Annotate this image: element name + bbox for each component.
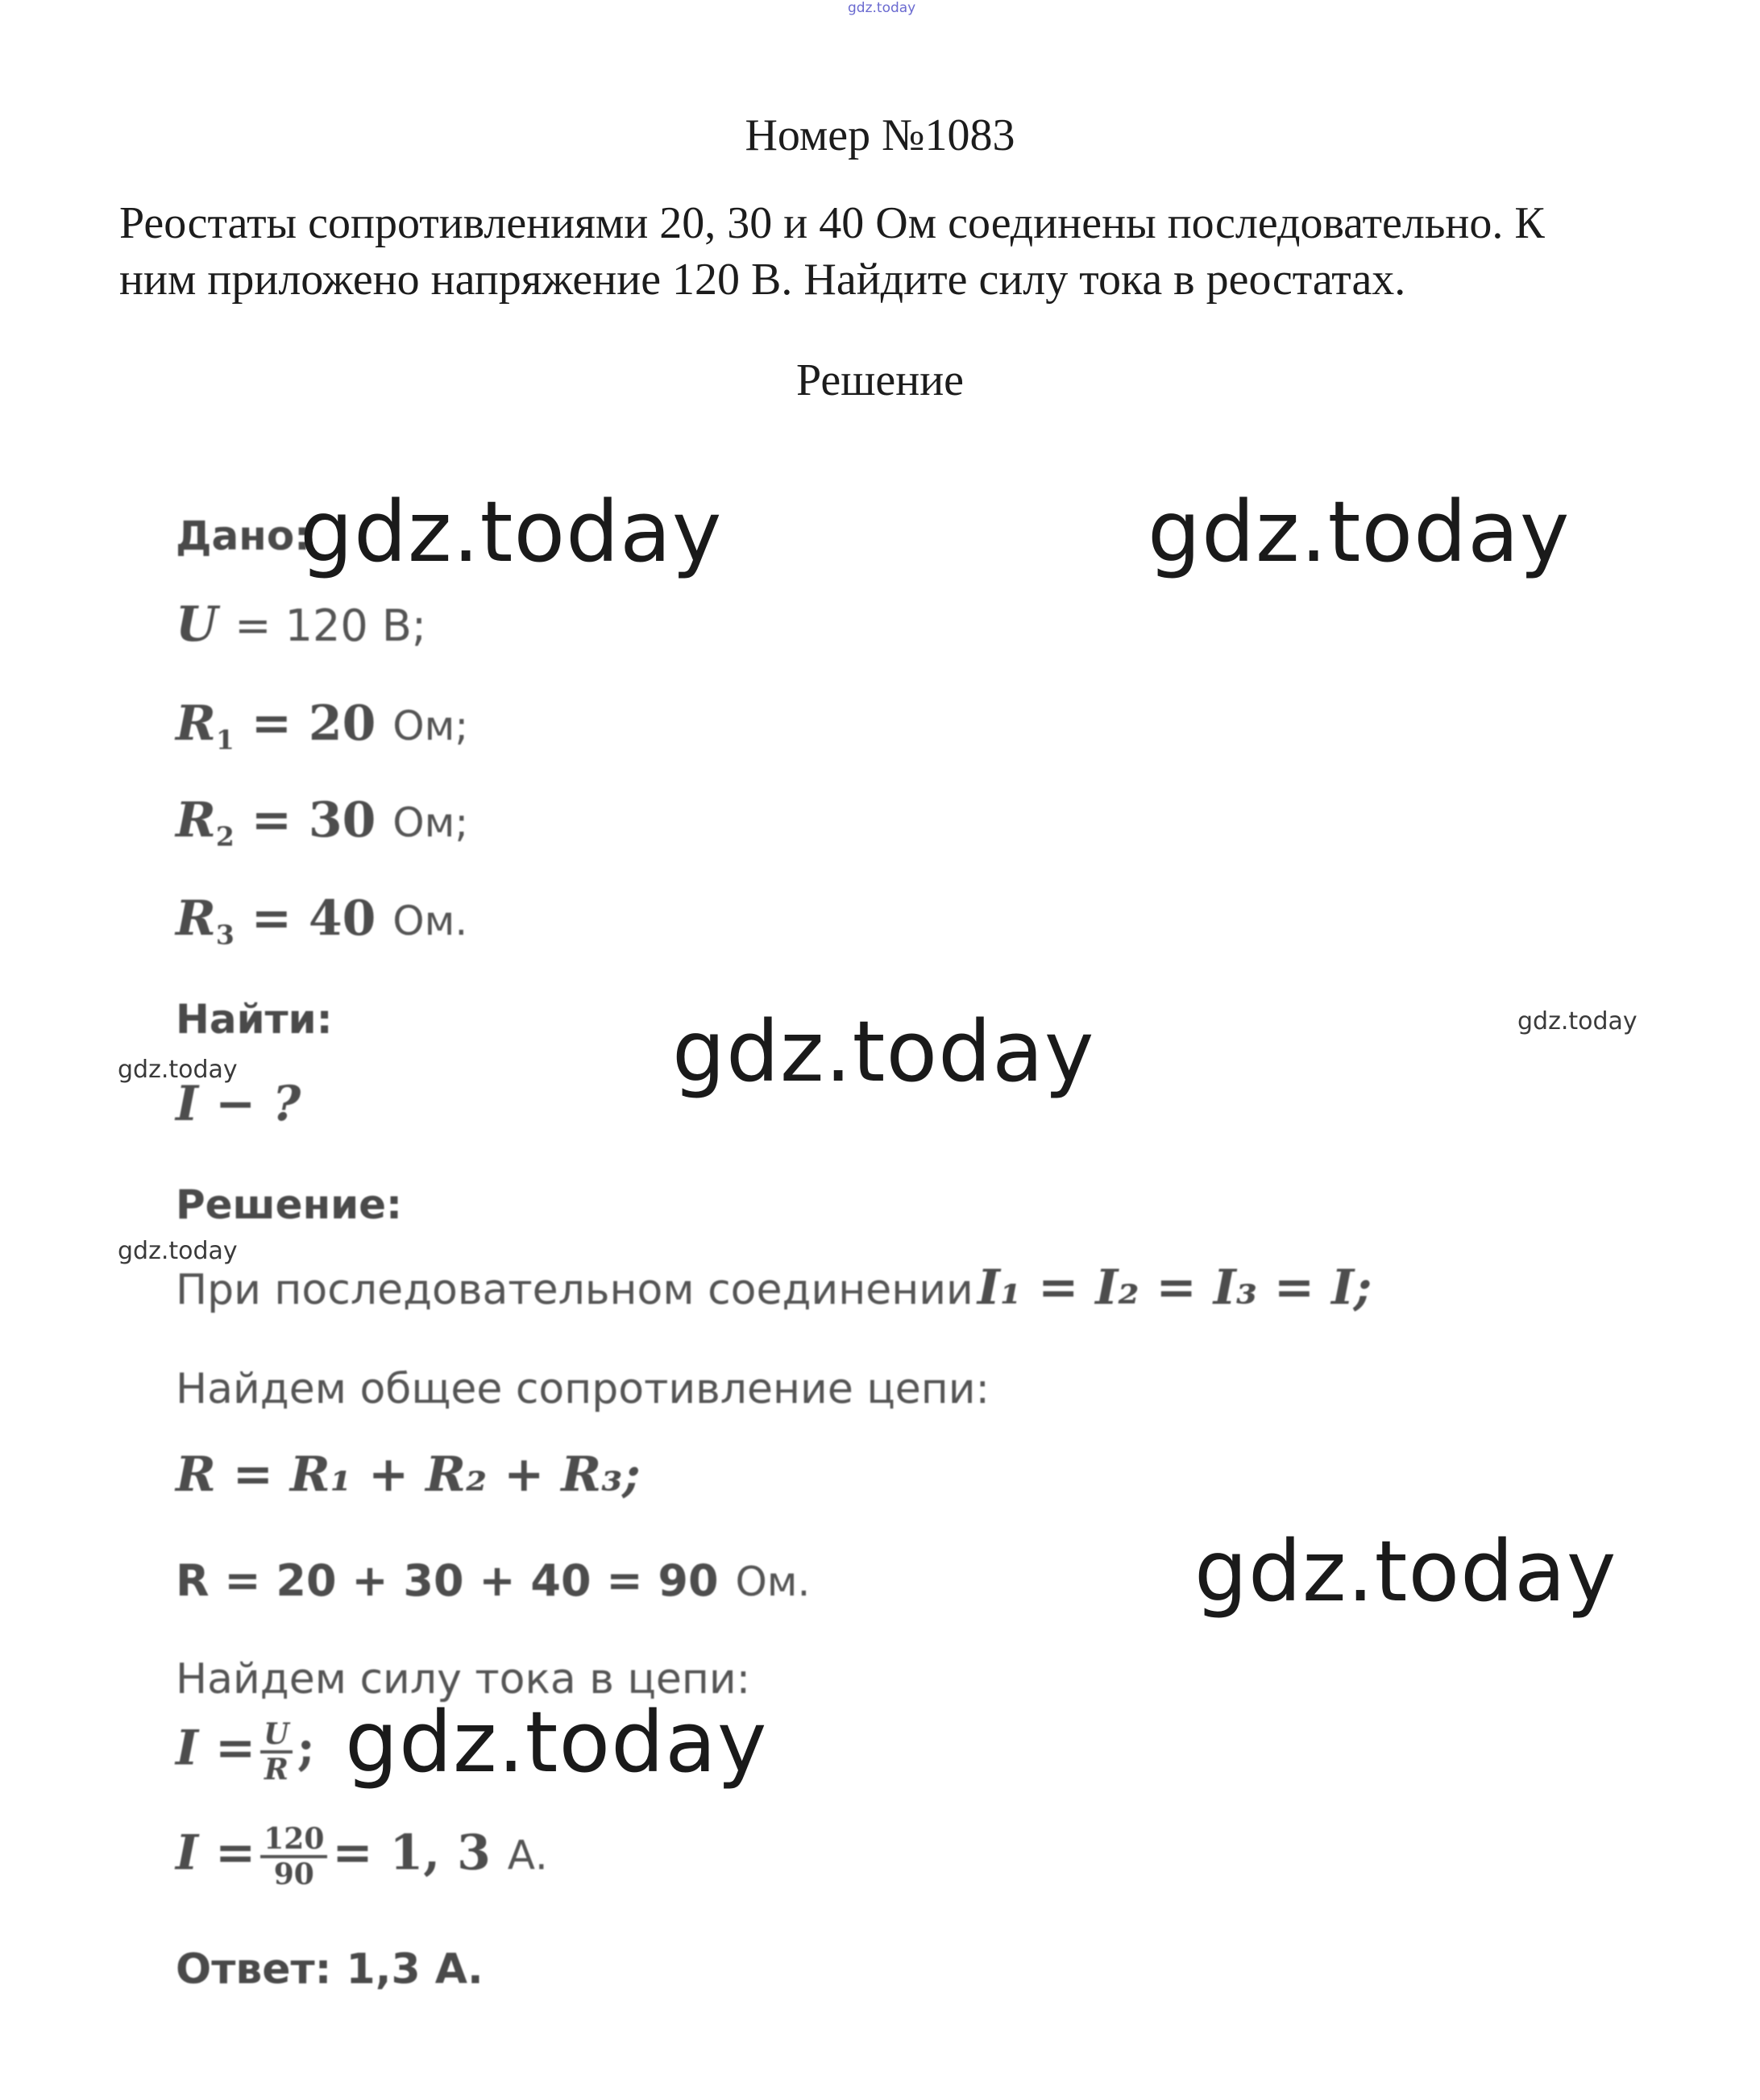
total-r-calc: [176, 1555, 810, 1604]
ohm-den: R: [264, 1753, 288, 1787]
total-r-text: Найдем общее сопротивление цепи:: [176, 1365, 990, 1413]
find-expr: I − ?: [176, 1076, 301, 1132]
watermark-small-1: gdz.today: [1517, 1007, 1638, 1035]
r3-unit: Ом.: [392, 898, 468, 944]
r1-unit: Ом;: [392, 703, 469, 749]
given-u: [176, 596, 427, 653]
ohm-lhs: I =: [176, 1720, 256, 1777]
watermark-big-1: gdz.today: [300, 483, 723, 581]
r2-sub: 2: [215, 820, 235, 853]
r2-unit: Ом;: [392, 799, 469, 846]
r1-value: = 20: [251, 695, 376, 752]
page-title: Номер №1083: [745, 110, 1015, 160]
current-text: Найдем силу тока в цепи:: [176, 1655, 751, 1704]
r3-value: = 40: [251, 890, 376, 947]
task-line-2: ним приложено напряжение 120 В. Найдите силу тока в реостатах.: [119, 255, 1406, 305]
watermark-small-3: gdz.today: [118, 1237, 238, 1265]
r1-var: R: [176, 695, 216, 752]
watermark-big-3: gdz.today: [672, 1002, 1095, 1101]
find-label: Найти:: [176, 996, 333, 1043]
answer: Ответ: 1,3 А.: [176, 1945, 484, 1994]
given-r1: [176, 695, 469, 756]
given-r3: [176, 890, 468, 951]
watermark-top: gdz.today: [848, 0, 916, 16]
current-calc: [176, 1823, 548, 1890]
task-line-1: Реостаты сопротивлениями 20, 30 и 40 Ом соединены последовательно. К: [119, 198, 1545, 248]
total-r-formula: R = R₁ + R₂ + R₃;: [176, 1446, 641, 1503]
solution-label: Решение:: [176, 1181, 403, 1228]
watermark-small-2: gdz.today: [118, 1056, 238, 1084]
series-text: При последовательном соединении: [176, 1266, 973, 1314]
ohm-end: ;: [297, 1720, 315, 1777]
calc-num: 120: [260, 1823, 327, 1858]
total-r-unit: Ом.: [735, 1558, 811, 1605]
series-formula: I₁ = I₂ = I₃ = I;: [977, 1260, 1372, 1316]
task-text: [119, 195, 1675, 308]
r1-sub: 1: [215, 724, 235, 756]
r3-var: R: [176, 890, 216, 947]
total-r-calc-value: R = 20 + 30 + 40 = 90: [176, 1555, 719, 1606]
ohm-num: U: [260, 1718, 292, 1753]
calc-fraction: [260, 1823, 327, 1890]
calc-result: = 1, 3: [332, 1824, 491, 1882]
ohm-fraction: [260, 1718, 292, 1786]
r3-sub: 3: [215, 919, 235, 951]
watermark-big-5: gdz.today: [345, 1693, 768, 1791]
r2-var: R: [176, 792, 216, 849]
calc-lhs: I =: [176, 1824, 256, 1882]
watermark-big-4: gdz.today: [1194, 1522, 1617, 1621]
ohm-law: [176, 1718, 315, 1786]
given-r2: [176, 792, 469, 853]
u-value: = 120 В;: [235, 600, 427, 651]
calc-den: 90: [273, 1857, 314, 1891]
solution-heading: Решение: [795, 355, 965, 405]
calc-unit: А.: [507, 1832, 548, 1879]
series-line: [176, 1260, 1372, 1316]
u-var: U: [176, 596, 218, 653]
watermark-big-2: gdz.today: [1148, 483, 1571, 581]
r2-value: = 30: [251, 792, 376, 849]
given-label: Дано:: [176, 513, 311, 559]
